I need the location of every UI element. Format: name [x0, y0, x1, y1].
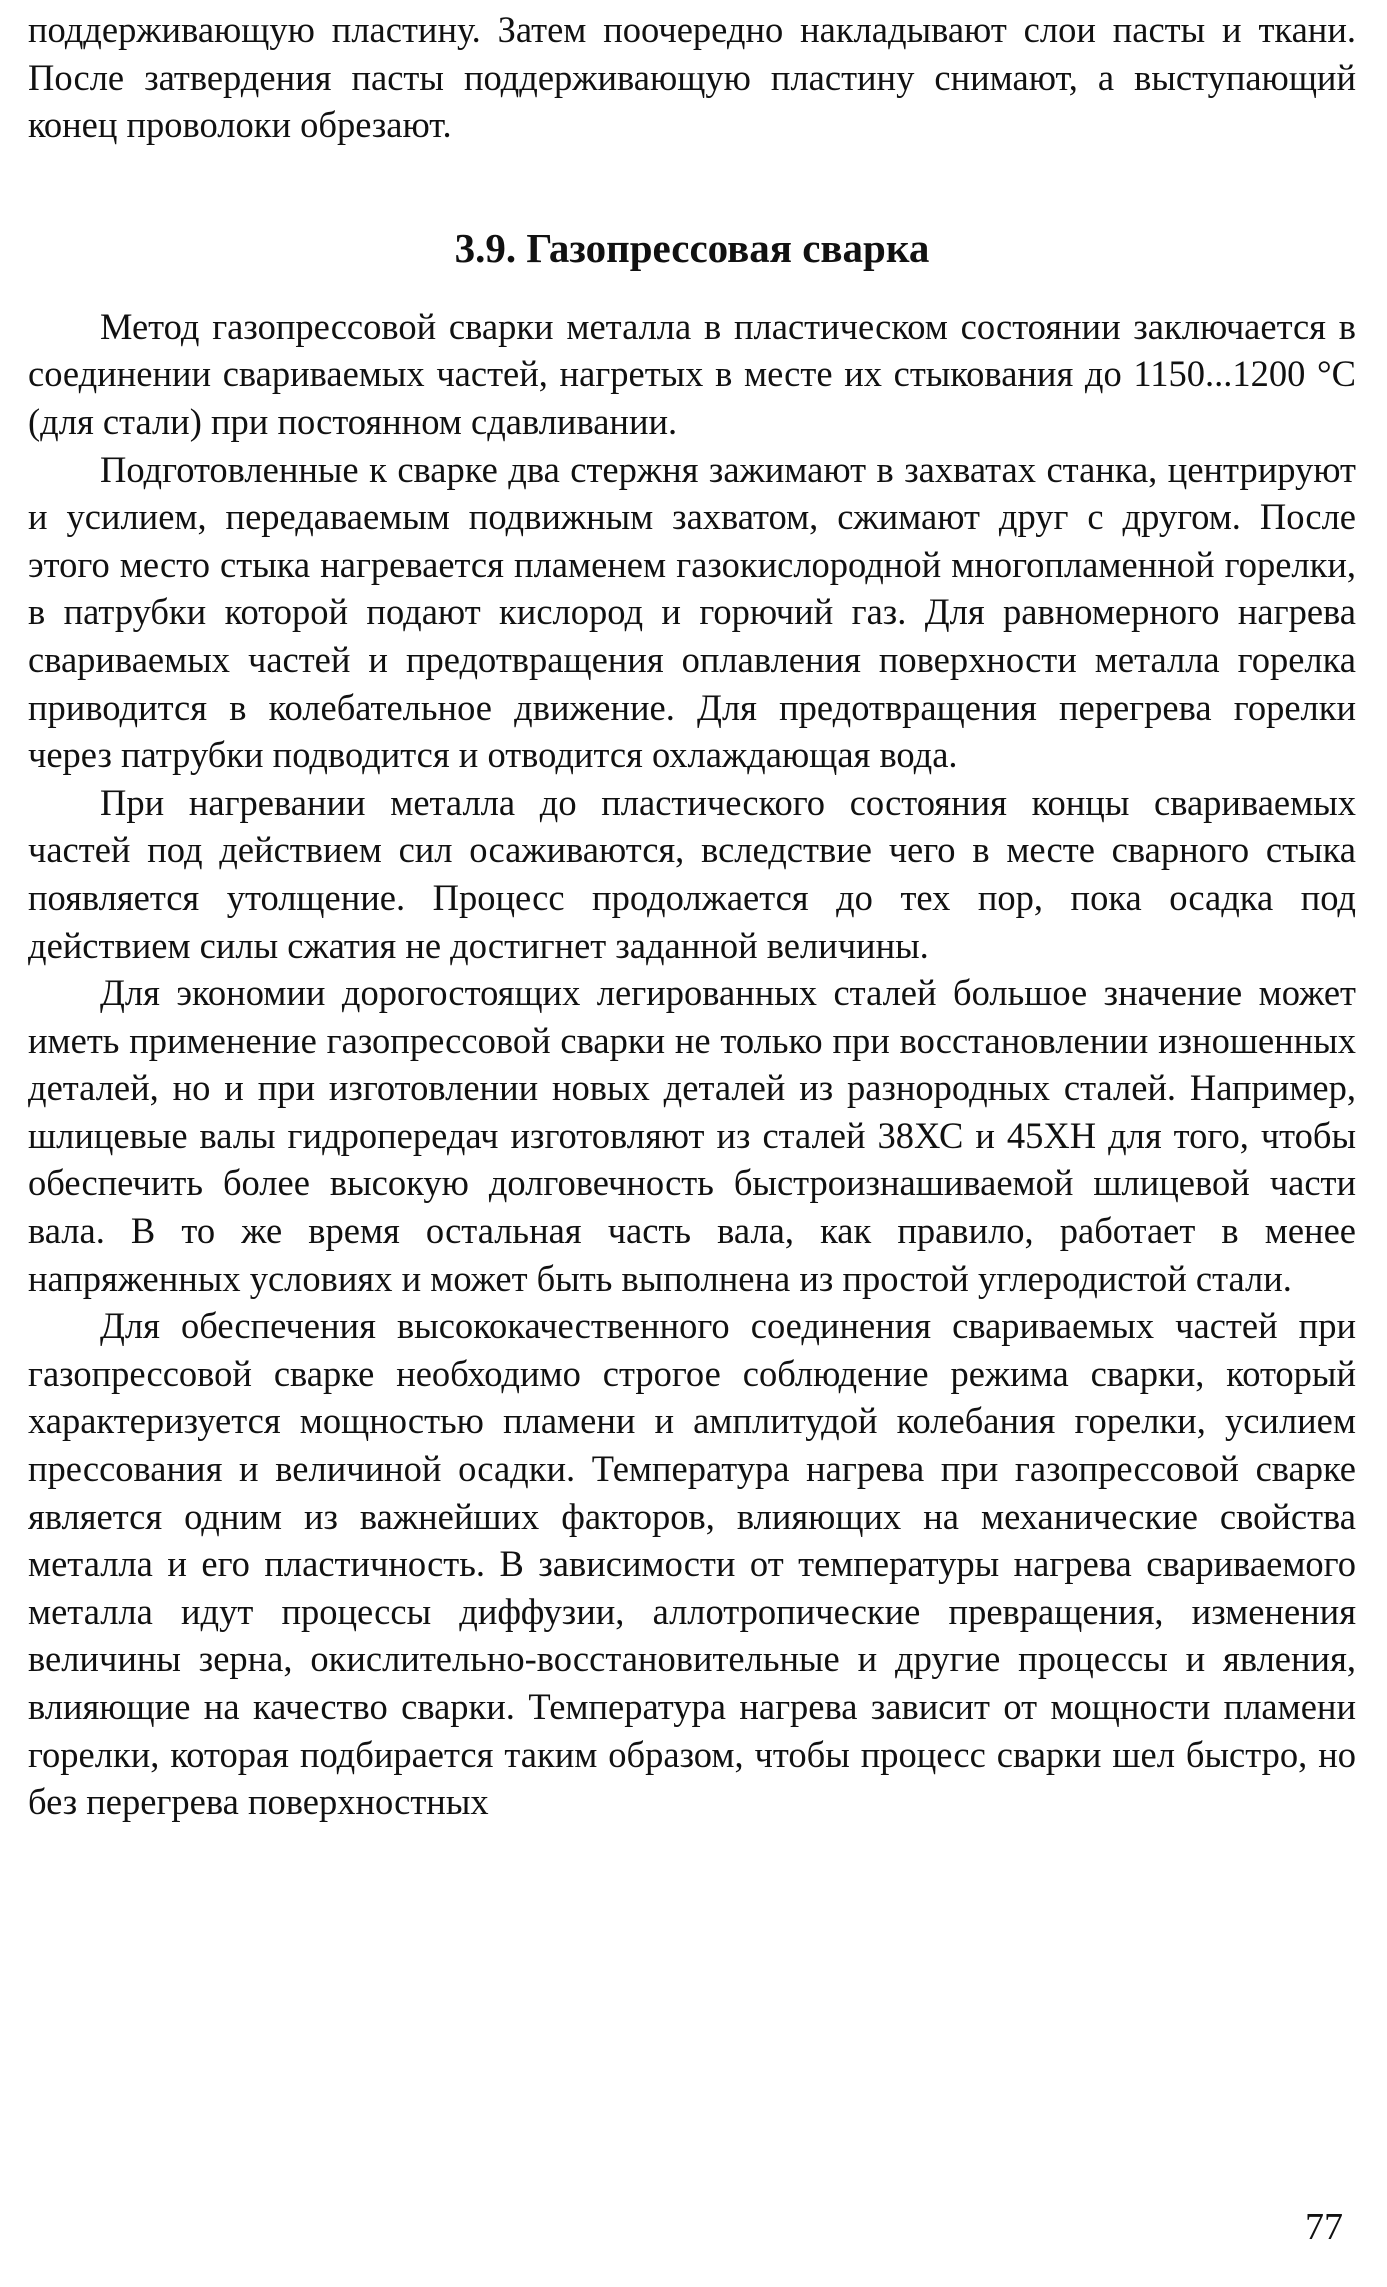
page-number: 77 — [1305, 2206, 1343, 2248]
paragraph-5: Для обеспечения высококачественного соединения свариваемых частей при газопрессовой сварке необходимо строгое соблюдение режима сварки, который характеризуется мощностью пламени и амплитудой колебания горелки, усилием прессования и величиной осадки. Температура нагрева при газопрессовой сварке является одним из важнейших факторов, влияющих на механические свойства металла и его пластичность. В зависимости от температуры нагрева свариваемого металла идут процессы диффузии, аллотропические превращения, изменения величины зерна, окислительно-восстановительные и другие процессы и явления, влияющие на качество сварки. Температура нагрева зависит от мощности пламени горелки, которая подбирается таким образом, чтобы процесс сварки шел быстро, но без перегрева поверхностных — [28, 1305, 1356, 1823]
paragraph-2: Подготовленные к сварке два стержня зажимают в захватах станка, центрируют и усилием, передаваемым подвижным захватом, сжимают друг с другом. После этого место стыка нагревается пламенем газокислородной многопламенной горелки, в патрубки которой подают кислород и горючий газ. Для равномерного нагрева свариваемых частей и предотвращения оплавления поверхности металла горелка приводится в колебательное движение. Для предотвращения перегрева горелки через патрубки подводится и отводится охлаждающая вода. — [28, 448, 1356, 776]
paragraph-3: При нагревании металла до пластического состояния концы свариваемых частей под действием сил осаживаются, вследствие чего в месте сварного стыка появляется утолщение. Процесс продолжается до тех пор, пока осадка под действием силы сжатия не достигнет заданной величины. — [28, 781, 1356, 966]
paragraph-1: Метод газопрессовой сварки металла в пластическом состоянии заключается в соединении свариваемых частей, нагретых в месте их стыкования до 1150...1200 °С (для стали) при постоянном сдавливании. — [28, 305, 1356, 442]
document-page — [28, 6, 1356, 1826]
top-paragraph: поддерживающую пластину. Затем поочередно накладывают слои пасты и ткани. После затвердения пасты поддерживающую пластину снимают, а выступающий конец проволоки обрезают. — [28, 9, 1356, 146]
section-title: 3.9. Газопрессовая сварка — [454, 224, 930, 271]
paragraph-4: Для экономии дорогостоящих легированных сталей большое значение может иметь применение газопрессовой сварки не только при восстановлении изношенных деталей, но и при изготовлении новых деталей из разнородных сталей. Например, шлицевые валы гидропередач изготовляют из сталей 38ХС и 45ХН для того, чтобы обеспечить более высокую долговечность быстроизнашиваемой шлицевой части вала. В то же время остальная часть вала, как правило, работает в менее напряженных условиях и может быть выполнена из простой углеродистой стали. — [28, 972, 1356, 1299]
